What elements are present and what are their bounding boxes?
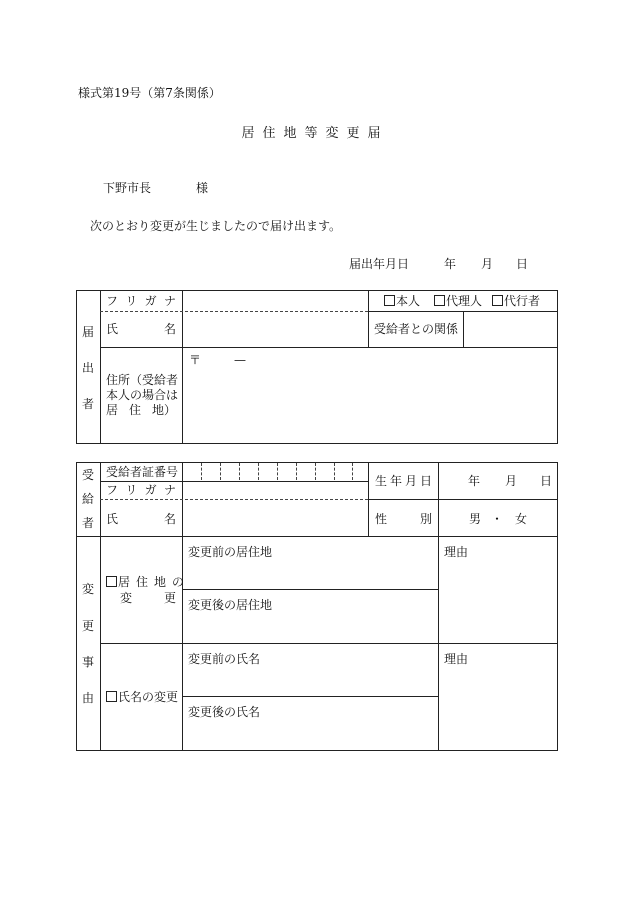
gender-label: 性 別 (375, 512, 432, 526)
residence-reason-label: 理由 (444, 545, 469, 559)
address-label-line-3: 居 住 地） (106, 403, 176, 417)
checkbox-icon[interactable] (434, 295, 445, 306)
residence-change-option-line-2: 変 更 (120, 591, 176, 605)
recipient-name-label: 氏 名 (106, 512, 176, 526)
postal-dash: — (234, 353, 246, 367)
relation-label: 受給者との関係 (374, 322, 459, 336)
notifier-section-char-1: 届 (81, 325, 94, 339)
name-after-label: 変更後の氏名 (188, 705, 261, 719)
changes-section-char-3: 事 (81, 655, 94, 669)
checkbox-icon[interactable] (492, 295, 503, 306)
name-reason-input[interactable] (439, 644, 557, 750)
cert-number-input[interactable] (183, 463, 367, 480)
page-title: 居住地等変更届 (241, 126, 389, 141)
notifier-section-char-3: 者 (81, 397, 94, 411)
changes-section-char-4: 由 (81, 691, 94, 705)
postal-mark: 〒 (189, 353, 202, 367)
notifier-section-char-2: 出 (81, 361, 94, 375)
residence-reason-input[interactable] (439, 537, 557, 642)
birth-day-label: 日 (540, 474, 553, 488)
date-day-label: 日 (516, 257, 529, 271)
cert-number-label: 受給者証番号 (106, 465, 179, 479)
name-before-input[interactable] (183, 644, 437, 695)
name-change-option[interactable]: 氏名の変更 (106, 690, 178, 704)
notifier-furigana-label: フ リ ガ ナ (106, 294, 176, 308)
birth-date-label: 生 年 月 日 (375, 474, 432, 488)
intro-text: 次のとおり変更が生じましたので届け出ます。 (90, 219, 342, 233)
date-label: 届出年月日 (349, 257, 410, 271)
checkbox-icon[interactable] (106, 691, 117, 702)
residence-before-label: 変更前の居住地 (188, 545, 273, 559)
recipient-furigana-label: フ リ ガ ナ (106, 483, 176, 497)
name-before-label: 変更前の氏名 (188, 652, 261, 666)
recipient-section-char-2: 給 (81, 492, 94, 506)
residence-after-input[interactable] (183, 590, 437, 642)
recipient-section-char-1: 受 (81, 468, 94, 482)
changes-section-char-1: 変 (81, 582, 94, 596)
residence-before-input[interactable] (183, 537, 437, 588)
notifier-furigana-input[interactable] (183, 291, 367, 310)
gender-separator: ・ (491, 512, 504, 526)
relation-agent-option[interactable]: 代理人 (434, 294, 482, 308)
notifier-name-label: 氏 名 (106, 322, 176, 336)
address-label-line-1: 住所（受給者 (106, 373, 179, 387)
relation-proxy-option[interactable]: 代行者 (492, 294, 540, 308)
address-input[interactable] (183, 348, 557, 443)
checkbox-icon[interactable] (384, 295, 395, 306)
address-label-line-2: 本人の場合は (106, 388, 179, 402)
checkbox-icon[interactable] (106, 576, 117, 587)
residence-after-label: 変更後の居住地 (188, 598, 273, 612)
honorific: 様 (196, 181, 209, 195)
name-after-input[interactable] (183, 697, 437, 750)
recipient-furigana-input[interactable] (183, 482, 367, 498)
relation-input[interactable] (464, 312, 557, 346)
name-reason-label: 理由 (444, 652, 469, 666)
recipient-name-input[interactable] (183, 500, 367, 535)
birth-month-label: 月 (505, 474, 518, 488)
form-number: 様式第19号（第7条関係） (78, 86, 221, 100)
date-year-label: 年 (444, 257, 457, 271)
relation-self-option[interactable]: 本人 (384, 294, 420, 308)
gender-female-option[interactable]: 女 (515, 512, 528, 526)
recipient-section-char-3: 者 (81, 516, 94, 530)
addressee: 下野市長 (103, 181, 152, 195)
changes-section-char-2: 更 (81, 619, 94, 633)
birth-year-label: 年 (468, 474, 481, 488)
date-month-label: 月 (481, 257, 494, 271)
residence-change-option[interactable]: 居 住 地 の (106, 575, 184, 589)
notifier-name-input[interactable] (183, 312, 367, 346)
gender-male-option[interactable]: 男 (469, 512, 482, 526)
